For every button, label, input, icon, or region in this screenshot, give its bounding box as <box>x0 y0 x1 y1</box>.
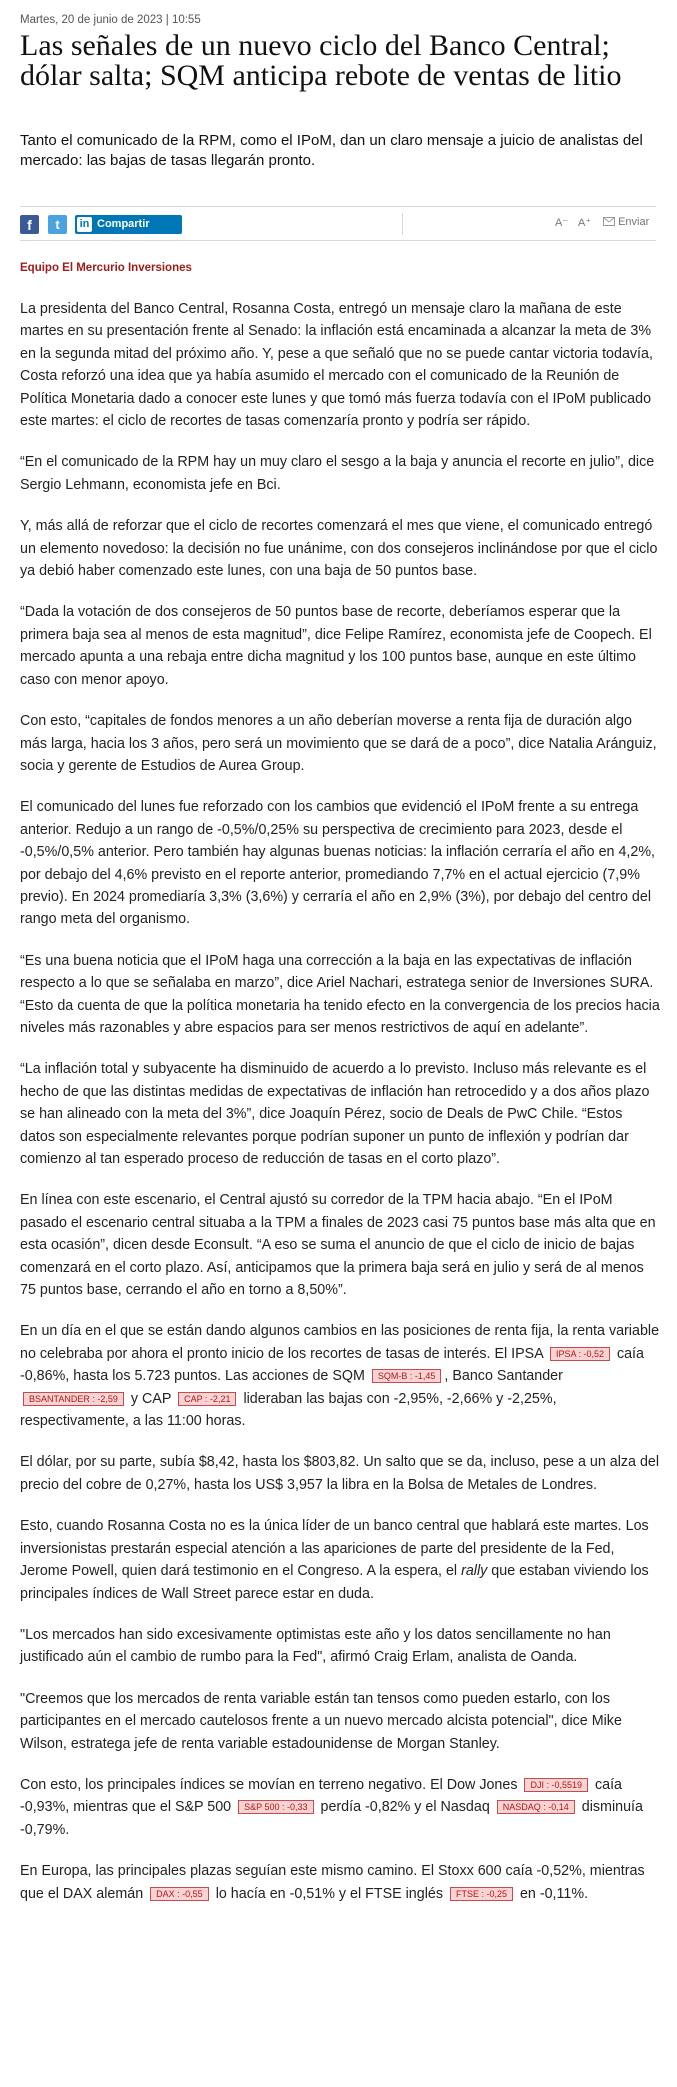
body-paragraph: Con esto, “capitales de fondos menores a un año deberían moverse a renta fija de duración algo más larga, hacia los 3 años, pero será un movimiento que se dará de a poco”, dice Natalia Aránguiz, socia y gerente de Estudios de Aurea Group. <box>20 713 657 774</box>
ticker-badge-dax[interactable]: DAX : -0,55 <box>150 1887 209 1901</box>
facebook-icon[interactable]: f <box>20 215 39 234</box>
paragraph-text: lo hacía en -0,51% y el FTSE inglés <box>215 1885 443 1902</box>
paragraph-text: perdía -0,82% y el Nasdaq <box>320 1799 490 1816</box>
body-paragraph: En línea con este escenario, el Central ajustó su corredor de la TPM hacia abajo. “En el IPoM pasado el escenario central situaba a la TPM a finales de 2023 casi 75 puntos base más alta que en esta ocasión”, dicen desde Econsult. “A eso se suma el anuncio de que el ciclo de inicio de bajas comenzará en el corto plazo. Así, anticipamos que la primera baja será en julio y será de al menos 75 puntos base, cerrando el año en torno a 8,50%”. <box>20 1192 656 1299</box>
body-paragraph: El dólar, por su parte, subía $8,42, hasta los $803,82. Un salto que se da, incluso, pese a un alza del precio del cobre de 0,27%, hasta los US$ 3,957 la libra en la Bolsa de Metales de Londres. <box>20 1454 660 1493</box>
ticker-badge-bsantander[interactable]: BSANTANDER : -2,59 <box>23 1392 124 1406</box>
body-paragraph <box>20 1774 660 1841</box>
paragraph-text: Esto, cuando Rosanna Costa no es la única líder de un banco central que hablará este martes. Los inversionistas prestarán especial atención a las apariciones de parte del presidente de la Fed, Jerome Powell, quien dará testimonio en el Congreso. A la espera, el <box>20 1518 649 1580</box>
mail-icon <box>603 217 615 226</box>
paragraph-text: disminuía -0,79%. <box>20 1799 643 1838</box>
ticker-badge-ipsa[interactable]: IPSA : -0,52 <box>550 1347 610 1361</box>
send-email-label: Enviar <box>618 216 650 228</box>
linkedin-share-label: Compartir <box>97 218 150 230</box>
ticker-badge-nasdaq[interactable]: NASDAQ : -0,14 <box>497 1800 575 1814</box>
body-paragraph: La presidenta del Banco Central, Rosanna Costa, entregó un mensaje claro la mañana de este martes en su presentación frente al Senado: la inflación está encaminada a alcanzar la meta de 3% en la segunda mitad del próximo año. Y, pese a que señaló que no se puede cantar victoria todavía, Costa reforzó una idea que ya había asumido el mercado con el comunicado de la Reunión de Política Monetaria dado a conocer este lunes y que tomó más fuerza todavía con el IPoM publicado este martes: el ciclo de recortes de tasas comenzaría pronto y podría ser rápido. <box>20 301 653 430</box>
paragraph-text: Con esto, los principales índices se movían en terreno negativo. El Dow Jones <box>20 1776 518 1793</box>
body-paragraph: Y, más allá de reforzar que el ciclo de recortes comenzará el mes que viene, el comunicado entregó un elemento novedoso: la decisión no fue unánime, con dos consejeros inclinándose por que el ciclo ya debió haber comenzado este lunes, con una baja de 50 puntos base. <box>20 518 658 580</box>
paragraph-text: y CAP <box>130 1390 172 1407</box>
article-lead: Tanto el comunicado de la RPM, como el IPoM, dan un claro mensaje a juicio de analistas del mercado: las bajas de tasas llegarán pronto. <box>20 132 643 169</box>
paragraph-text: caía -0,86%, hasta los 5.723 puntos. Las acciones de SQM <box>20 1345 644 1385</box>
article-author[interactable]: Equipo El Mercurio Inversiones <box>20 262 192 274</box>
paragraph-text: En un día en el que se están dando algunos cambios en las posiciones de renta fija, la renta variable no celebraba por ahora el pronto inicio de los recortes de tasas de interés. El IPSA <box>20 1323 660 1362</box>
font-increase-button[interactable]: A⁺ <box>578 217 592 229</box>
paragraph-text: caía -0,93%, mientras que el S&P 500 <box>20 1776 623 1816</box>
ticker-badge-cap[interactable]: CAP : -2,21 <box>178 1392 236 1406</box>
toolbar-separator <box>402 213 403 235</box>
body-paragraph: “Dada la votación de dos consejeros de 50 puntos base de recorte, deberíamos esperar que la primera baja sea al menos de esta magnitud”, dice Felipe Ramírez, economista jefe de Coopech. El mercado apunta a una rebaja entre dicha magnitud y los 100 puntos base, aunque en este último caso con menor apoyo. <box>20 604 652 688</box>
paragraph-text: que estaban viviendo los principales índices de Wall Street parece estar en duda. <box>20 1563 649 1602</box>
emphasis-text: rally <box>461 1563 488 1580</box>
paragraph-text: , Banco Santander <box>444 1368 563 1385</box>
ticker-badge-sqm[interactable]: SQM-B : -1,45 <box>372 1369 442 1383</box>
body-paragraph: “En el comunicado de la RPM hay un muy claro el sesgo a la baja y anuncia el recorte en julio”, dice Sergio Lehmann, economista jefe en Bci. <box>20 454 655 493</box>
paragraph-text: En Europa, las principales plazas seguían este mismo camino. El Stoxx 600 caía -0,52%, mientras que el DAX alemán <box>20 1863 645 1902</box>
ticker-badge-dji[interactable]: DJI : -0,5519 <box>524 1778 588 1792</box>
ticker-badge-sp500[interactable]: S&P 500 : -0,33 <box>238 1800 313 1814</box>
body-paragraph <box>20 1515 660 1605</box>
share-toolbar <box>20 213 656 235</box>
body-paragraph <box>20 1860 660 1905</box>
ticker-badge-ftse[interactable]: FTSE : -0,25 <box>450 1887 513 1901</box>
body-paragraph: "Los mercados han sido excesivamente optimistas este año y los datos sencillamente no han justificado aún el cambio de rumbo para la Fed", afirmó Craig Erlam, analista de Oanda. <box>20 1626 611 1666</box>
body-paragraph: “La inflación total y subyacente ha disminuido de acuerdo a lo previsto. Incluso más relevante es el hecho de que las distintas medidas de expectativas de inflación han retrocedido y a dos años plazo se han alineado con la meta del 3%”, dice Joaquín Pérez, socio de Deals de PwC Chile. “Estos datos son especialmente relevantes porque podrían suponer un punto de inflexión y podrían dar comienzo al tan esperado proceso de reducción de tasas en el corto plazo”. <box>20 1061 650 1167</box>
paragraph-text: lideraban las bajas con -2,95%, -2,66% y -2,25%, respectivamente, a las 11:00 horas. <box>20 1390 557 1430</box>
body-paragraph: El comunicado del lunes fue reforzado con los cambios que evidenció el IPoM frente a su entrega anterior. Redujo a un rango de -0,5%/0,25% su perspectiva de crecimiento para 2023, desde el -0,5%/0,5% anterior. Pero también hay algunas buenas noticias: la inflación cerraría el año en 4,2%, por debajo del 4,6% previsto en el reporte anterior, promediando 7,7% en el actual ejercicio (7,9% previo). En 2024 promediaría 3,3% (3,6%) y cerraría el año en 2,9% (3%), por debajo del centro del rango meta del organismo. <box>20 799 656 928</box>
linkedin-icon: in <box>77 217 92 232</box>
divider <box>20 240 656 241</box>
body-paragraph <box>20 1320 660 1432</box>
body-paragraph: “Es una buena noticia que el IPoM haga una corrección a la baja en las expectativas de inflación respecto a lo que se señalaba en marzo”, dice Ariel Nachari, estratega senior de Inversiones SURA. “Esto da cuenta de que la política monetaria ha tenido efecto en la convergencia de los precios hacia niveles más razonables y abre espacios para ser menos restrictivos de aquí en adelante”. <box>20 952 660 1036</box>
send-email-button[interactable] <box>603 216 649 228</box>
twitter-icon[interactable]: t <box>48 215 67 234</box>
divider <box>20 206 656 207</box>
body-paragraph: "Creemos que los mercados de renta variable están tan tensos como pueden estarlo, con los participantes en el mercado cautelosos frente a un nuevo mercado alcista potencial", dice Mike Wilson, estratega jefe de renta variable estadounidense de Morgan Stanley. <box>20 1690 622 1752</box>
font-decrease-button[interactable]: A⁻ <box>555 217 569 229</box>
article-title: Las señales de un nuevo ciclo del Banco Central; dólar salta; SQM anticipa rebote de ventas de litio <box>20 29 622 92</box>
linkedin-share-button[interactable] <box>75 215 182 234</box>
article-date: Martes, 20 de junio de 2023 | 10:55 <box>20 14 201 26</box>
paragraph-text: en -0,11%. <box>519 1885 589 1902</box>
article-body <box>20 298 660 1924</box>
